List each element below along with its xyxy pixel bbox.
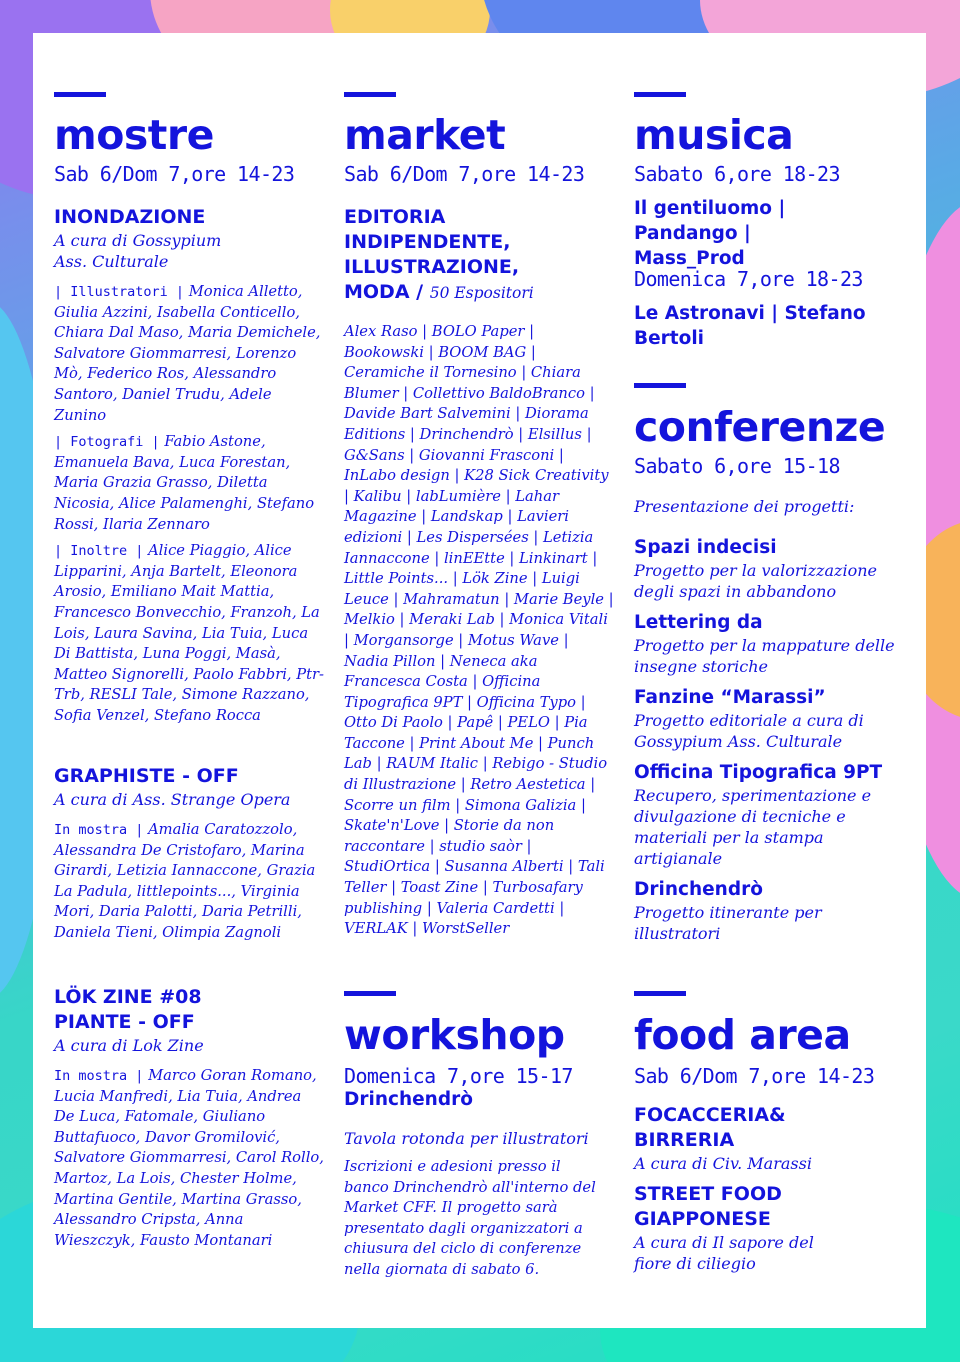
exhibit-title: GRAPHISTE - OFF — [54, 765, 239, 787]
talk-title: Fanzine “Marassi” — [634, 687, 826, 708]
talk-title: Officina Tipografica 9PT — [634, 762, 883, 783]
artist-group-label: In mostra | — [54, 1068, 144, 1084]
talk-item — [634, 685, 919, 752]
vendor-title: STREET FOOD GIAPPONESE — [634, 1183, 782, 1230]
artist-group-label: In mostra | — [54, 822, 144, 838]
exhibit-curator: A cura di Lok Zine — [54, 1036, 204, 1055]
market-category — [344, 205, 564, 306]
schedule-conferenze: Sabato 6,ore 15-18 — [634, 454, 840, 478]
market-category-title: EDITORIA INDIPENDENTE, ILLUSTRAZIONE, MODA / — [344, 206, 520, 303]
section-divider — [634, 92, 686, 97]
schedule-musica-sunday: Domenica 7,ore 18-23 — [634, 267, 863, 291]
talk-title: Lettering da — [634, 612, 763, 633]
market-exhibitors — [344, 205, 616, 940]
exhibit-title: LÖK ZINE #08 PIANTE - OFF — [54, 986, 202, 1033]
exhibitor-list: Alex Raso | BOLO Paper | Bookowski | BOOM BAG | Ceramiche il Tornesino | Chiara Blumer | Collettivo BaldoBranco | Davide Bart Salvemini | Diorama Editions | Drinchendrò | Elsillus | G&Sans | Giovanni Frasconi | InLabo design | K28 Sick Creativity | Kalibu | labLumière | Lahar Magazine | Landskap | Lavieri edizioni | Les Dispersées | Letizia Iannaccone | linEEtte | Linkinart | Little Points... | Lök Zine | Luigi Leuce | Mahramatun | Marie Beyle | Melkio | Meraki Lab | Monica Vitali | Morgansorge | Motus Wave | Nadia Pillon | Neneca aka Francesca Costa | Officina Tipografica 9PT | Officina Typo | Otto Di Paolo | Papê | PELO | Pia Taccone | Print About Me | Punch Lab | RAUM Italic | Rebigo - Studio di Illustrazione | Retro Aestetica | Scorre un film | Simona Galizia | Skate'n'Love | Storie da non raccontare | studio saòr | StudiOrtica | Susanna Alberti | Tali Teller | Toast Zine | Turbosafary publishing | Valeria Cardetti | VERLAK | WorstSeller — [344, 323, 614, 938]
artist-names: Marco Goran Romano, Lucia Manfredi, Lia Tuia, Andrea De Luca, Fatomale, Giuliano Buttafuoco, Davor Gromilović, Salvatore Giommarresi, Carol Rollo, Martoz, La Lois, Chester Holme, Martina Gentile, Martina Grasso, Alessandro Cripsta, Anna Wieszczyk, Fausto Montanari — [54, 1067, 324, 1249]
section-title-musica: musica — [634, 111, 794, 159]
talk-item — [634, 877, 919, 944]
exhibit-curator: A cura di Ass. Strange Opera — [54, 790, 291, 809]
section-divider — [344, 92, 396, 97]
workshop-details — [344, 1087, 616, 1281]
schedule-musica-saturday: Sabato 6,ore 18-23 — [634, 162, 840, 186]
section-title-conferenze: conferenze — [634, 403, 886, 451]
music-acts-saturday: Il gentiluomo | Pandango | Mass_Prod — [634, 198, 786, 269]
section-divider — [634, 383, 686, 388]
talk-item — [634, 610, 919, 677]
talks-intro: Presentazione dei progetti: — [634, 497, 855, 516]
section-divider — [344, 991, 396, 996]
talks-list — [634, 496, 919, 952]
artist-list-fotografi — [54, 432, 326, 535]
vendor-title: FOCACCERIA& BIRRERIA — [634, 1104, 786, 1151]
section-title-food: food area — [634, 1011, 851, 1059]
food-vendors — [634, 1103, 919, 1274]
artist-group-label: | Illustratori | — [54, 284, 185, 300]
workshop-subtitle: Tavola rotonda per illustratori — [344, 1129, 589, 1148]
artist-group-label: | Fotografi | — [54, 434, 160, 451]
workshop-host: Drinchendrò — [344, 1089, 473, 1110]
section-title-market: market — [344, 111, 506, 159]
talk-title: Spazi indecisi — [634, 537, 777, 558]
artist-names: Alice Piaggio, Alice Lipparini, Anja Bartelt, Eleonora Arosio, Emiliano Mait Mattia, Francesco Bonvecchio, Franzoh, La Lois, Laura Savina, Lia Tuia, Luca Di Battista, Luna Poggi, Masà, Matteo Signorelli, Paolo Fabbri, Ptr-Trb, RESLI Tale, Simone Razzano, Sofia Venzel, Stefano Rocca — [54, 542, 325, 724]
schedule-food: Sab 6/Dom 7,ore 14-23 — [634, 1064, 875, 1088]
exhibit-inondazione — [54, 205, 326, 726]
schedule-workshop: Domenica 7,ore 15-17 — [344, 1064, 573, 1088]
talk-description: Progetto editoriale a cura di Gossypium Ass. Culturale — [634, 711, 864, 751]
talk-description: Progetto itinerante per illustratori — [634, 903, 822, 943]
exhibitor-count: 50 Espositori — [429, 284, 534, 302]
talk-description: Recupero, sperimentazione e divulgazione di tecniche e materiali per la stampa artigianale — [634, 786, 872, 868]
program-sheet — [33, 33, 926, 1328]
exhibit-curator: A cura di Gossypium Ass. Culturale — [54, 231, 222, 271]
artist-names: Fabio Astone, Emanuela Bava, Luca Forestan, Maria Grazia Grasso, Diletta Nicosia, Alice Palamenghi, Stefano Rossi, Ilaria Zennaro — [54, 433, 315, 533]
artist-list — [54, 1066, 326, 1251]
talk-item — [634, 760, 919, 869]
exhibit-lok-zine — [54, 985, 326, 1251]
artist-list-inoltre — [54, 541, 326, 726]
artist-list — [54, 820, 326, 944]
talk-description: Progetto per la mappature delle insegne storiche — [634, 636, 895, 676]
talk-item — [634, 535, 919, 602]
music-acts-sunday: Le Astronavi | Stefano Bertoli — [634, 303, 866, 349]
talk-description: Progetto per la valorizzazione degli spazi in abbandono — [634, 561, 877, 601]
section-divider — [634, 991, 686, 996]
section-title-mostre: mostre — [54, 111, 214, 159]
schedule-mostre: Sab 6/Dom 7,ore 14-23 — [54, 162, 295, 186]
artist-list-illustratori — [54, 282, 326, 426]
vendor-curator: A cura di Civ. Marassi — [634, 1154, 812, 1173]
exhibit-graphiste — [54, 764, 326, 944]
workshop-description: Iscrizioni e adesioni presso il banco Drinchendrò all'interno del Market CFF. Il progetto sarà presentato dagli organizzatori a chiusura del ciclo di conferenze nella giornata di sabato 6. — [344, 1158, 596, 1278]
artist-names: Monica Alletto, Giulia Azzini, Isabella Conticello, Chiara Dal Maso, Maria Demichele, Salvatore Giommarresi, Lorenzo Mò, Federico Ros, Alessandro Santoro, Daniel Trudu, Adele Zunino — [54, 283, 321, 424]
exhibit-title: INONDAZIONE — [54, 206, 206, 228]
talk-title: Drinchendrò — [634, 879, 763, 900]
section-title-workshop: workshop — [344, 1011, 565, 1059]
artist-names: Amalia Caratozzolo, Alessandra De Cristofaro, Marina Girardi, Letizia Iannaccone, Grazia La Padula, littlepoints..., Virginia Mori, Daria Palotti, Daria Petrilli, Daniela Tieni, Olimpia Zagnoli — [54, 821, 316, 941]
section-divider — [54, 92, 106, 97]
vendor-curator: A cura di Il sapore del fiore di ciliegio — [634, 1233, 814, 1273]
schedule-market: Sab 6/Dom 7,ore 14-23 — [344, 162, 585, 186]
artist-group-label: | Inoltre | — [54, 543, 144, 560]
